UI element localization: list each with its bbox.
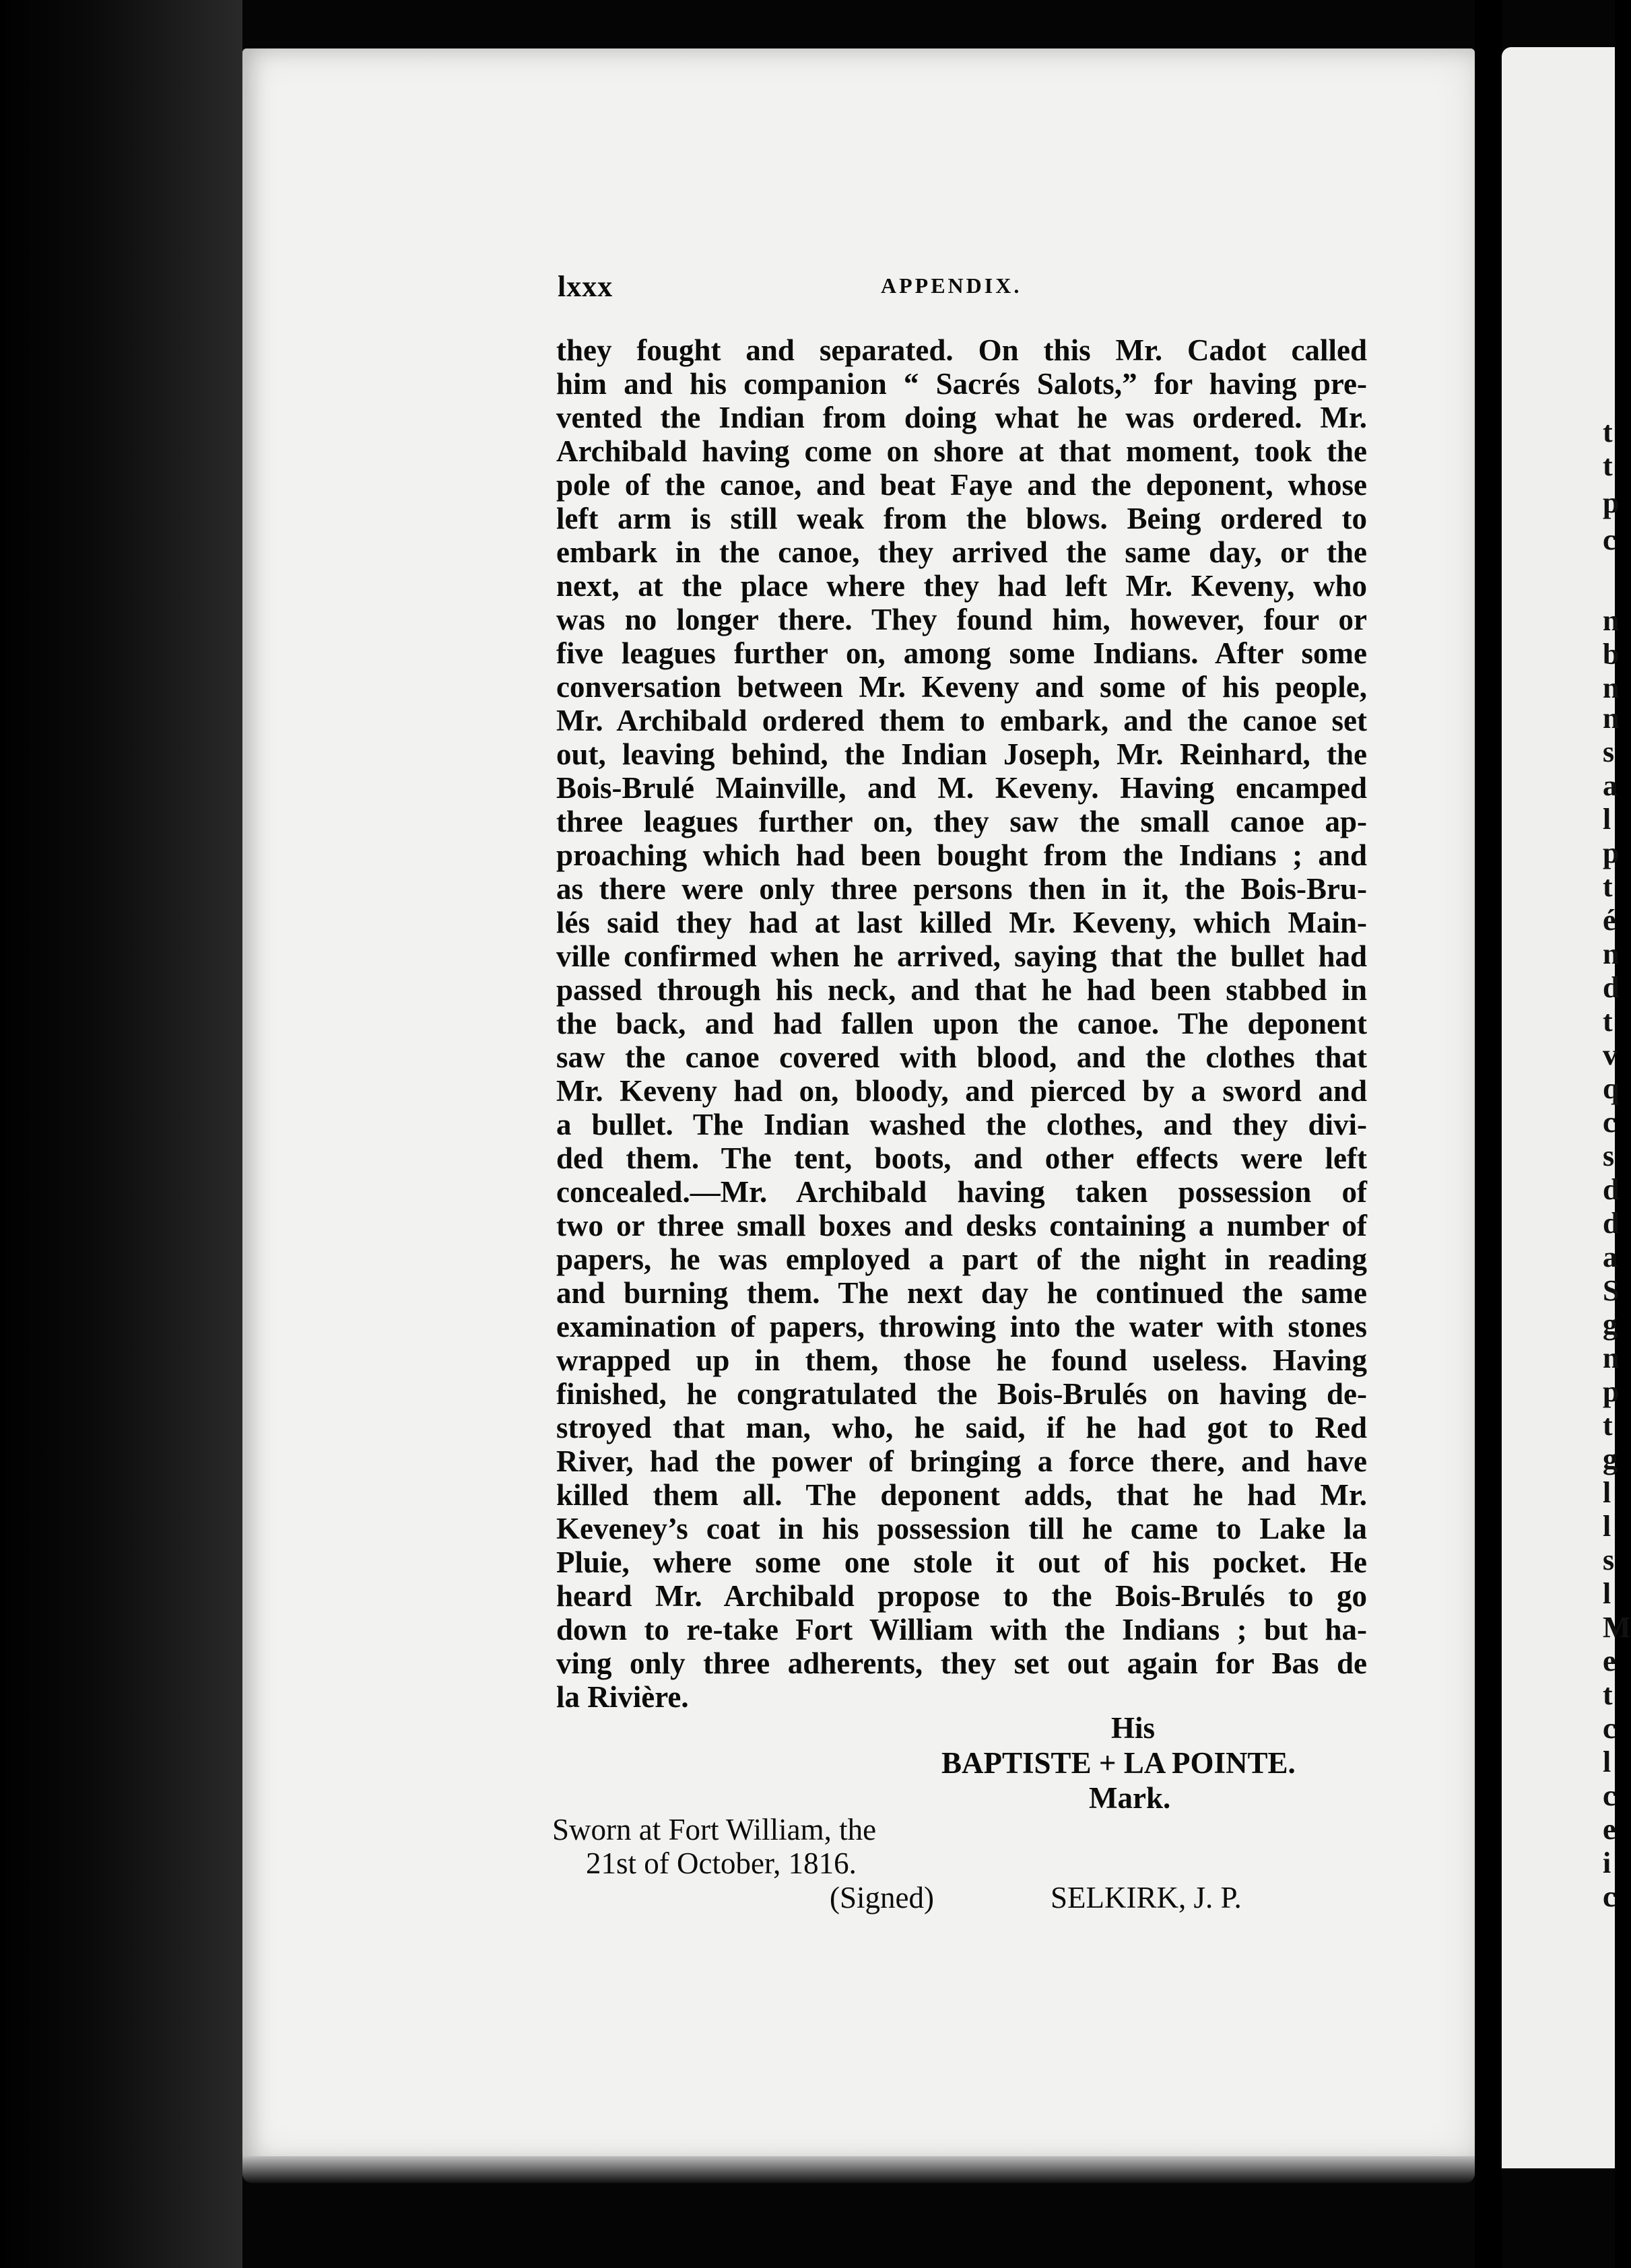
body-line: lés said they had at last killed Mr. Keveny, which Main-: [556, 906, 1367, 939]
body-line: a bullet. The Indian washed the clothes, and they divi-: [556, 1108, 1367, 1141]
adjacent-page-letter: M: [1603, 1611, 1631, 1644]
body-line: River, had the power of bringing a force there, and have: [556, 1444, 1367, 1478]
adjacent-page-letter: p: [1603, 1375, 1620, 1408]
adjacent-page-edge: [1502, 47, 1631, 2168]
body-line: five leagues further on, among some Indians. After some: [556, 636, 1367, 670]
signature-his: His: [1111, 1711, 1156, 1745]
adjacent-page-letter: c: [1603, 1712, 1616, 1745]
adjacent-page-letter: d: [1603, 1207, 1620, 1240]
signature-name: BAPTISTE + LA POINTE.: [941, 1746, 1296, 1780]
adjacent-page-letter: a: [1603, 1240, 1618, 1273]
adjacent-page-letter: d: [1603, 1173, 1620, 1206]
adjacent-page-letter: l: [1603, 1577, 1611, 1610]
body-line: passed through his neck, and that he had been stabbed in: [556, 973, 1367, 1007]
adjacent-page-letter: S: [1603, 1274, 1620, 1307]
body-text: [556, 333, 1367, 1714]
body-line: was no longer there. They found him, however, four or: [556, 603, 1367, 636]
body-line: la Rivière.: [556, 1680, 689, 1714]
adjacent-page-letter: n: [1603, 671, 1620, 704]
page-gutter: [1475, 0, 1502, 2268]
body-line: stroyed that man, who, he said, if he had got to Red: [556, 1411, 1367, 1444]
body-line: out, leaving behind, the Indian Joseph, Mr. Reinhard, the: [556, 737, 1367, 771]
body-line: proaching which had been bought from the Indians ; and: [556, 838, 1367, 872]
body-line: and burning them. The next day he continued the same: [556, 1276, 1367, 1310]
adjacent-page-letter: c: [1603, 1880, 1616, 1913]
adjacent-page-letter: t: [1603, 870, 1613, 903]
adjacent-page-letter: p: [1603, 486, 1620, 519]
body-line: Archibald having come on shore at that moment, took the: [556, 434, 1367, 468]
signature-mark: Mark.: [1089, 1781, 1171, 1815]
body-line: they fought and separated. On this Mr. Cadot called: [556, 333, 1367, 367]
page-header: [558, 269, 1366, 310]
body-line: three leagues further on, they saw the small canoe ap-: [556, 805, 1367, 838]
adjacent-page-letter: n: [1603, 1341, 1620, 1374]
running-head: APPENDIX.: [881, 273, 1022, 298]
body-line: examination of papers, throwing into the water with stones: [556, 1310, 1367, 1343]
adjacent-page-letter: l: [1603, 1476, 1611, 1509]
adjacent-page-letter: c: [1603, 523, 1616, 556]
adjacent-page-letter: s: [1603, 735, 1615, 768]
adjacent-page-letter: i: [1603, 1846, 1611, 1879]
adjacent-page-letter: s: [1603, 1543, 1615, 1576]
adjacent-page-letter: l: [1603, 1510, 1611, 1543]
adjacent-page-letter: g: [1603, 1308, 1618, 1341]
body-line: ded them. The tent, boots, and other effects were left: [556, 1141, 1367, 1175]
body-line: vented the Indian from doing what he was ordered. Mr.: [556, 401, 1367, 434]
body-line: Keveney’s coat in his possession till he came to Lake la: [556, 1512, 1367, 1545]
body-line: left arm is still weak from the blows. Being ordered to: [556, 502, 1367, 535]
adjacent-page-letter: t: [1603, 1678, 1613, 1711]
body-line: saw the canoe covered with blood, and the clothes that: [556, 1040, 1367, 1074]
adjacent-page-letter: t: [1603, 1005, 1613, 1038]
body-line: pole of the canoe, and beat Faye and the deponent, whose: [556, 468, 1367, 502]
body-line: Mr. Archibald ordered them to embark, and the canoe set: [556, 704, 1367, 737]
body-line: conversation between Mr. Keveny and some of his people,: [556, 670, 1367, 704]
attestation-justice: SELKIRK, J. P.: [1051, 1881, 1242, 1914]
body-line: concealed.—Mr. Archibald having taken possession of: [556, 1175, 1367, 1209]
body-line: ville confirmed when he arrived, saying that the bullet had: [556, 939, 1367, 973]
adjacent-page-letter: l: [1603, 803, 1611, 836]
body-line: Pluie, where some one stole it out of his pocket. He: [556, 1545, 1367, 1579]
adjacent-page-letter: n: [1603, 702, 1620, 735]
adjacent-page-letter: c: [1603, 1106, 1616, 1139]
adjacent-page-letter: e: [1603, 1644, 1616, 1677]
body-line: papers, he was employed a part of the night in reading: [556, 1242, 1367, 1276]
adjacent-page-letter: v: [1603, 1038, 1618, 1071]
body-line: two or three small boxes and desks containing a number of: [556, 1209, 1367, 1242]
adjacent-page-letter: t: [1603, 415, 1613, 448]
attestation-signed: (Signed): [830, 1881, 934, 1914]
body-line: ving only three adherents, they set out again for Bas de: [556, 1646, 1367, 1680]
adjacent-page-letter: s: [1603, 1139, 1615, 1172]
adjacent-page-letter: t: [1603, 1409, 1613, 1442]
body-line: Bois-Brulé Mainville, and M. Keveny. Having encamped: [556, 771, 1367, 805]
adjacent-page-letter: l: [1603, 1745, 1611, 1778]
book-binding: [0, 0, 242, 2268]
attestation-line-2: 21st of October, 1816.: [586, 1846, 857, 1880]
body-line: finished, he congratulated the Bois-Brulés on having de-: [556, 1377, 1367, 1411]
adjacent-page-letter: g: [1603, 1442, 1618, 1475]
body-line: embark in the canoe, they arrived the same day, or the: [556, 535, 1367, 569]
adjacent-page-letter: é: [1603, 904, 1616, 937]
adjacent-page-letter: b: [1603, 638, 1620, 671]
adjacent-page-letter: c: [1603, 1779, 1616, 1812]
body-line: wrapped up in them, those he found useless. Having: [556, 1343, 1367, 1377]
body-line: heard Mr. Archibald propose to the Bois-Brulés to go: [556, 1579, 1367, 1613]
adjacent-page-letter: d: [1603, 971, 1620, 1004]
adjacent-page-letter: t: [1603, 449, 1613, 482]
adjacent-page-letter: a: [1603, 769, 1618, 802]
attestation-line-1: Sworn at Fort William, the: [552, 1813, 877, 1846]
body-line: the back, and had fallen upon the canoe. The deponent: [556, 1007, 1367, 1040]
body-line: as there were only three persons then in it, the Bois-Bru-: [556, 872, 1367, 906]
body-line: Mr. Keveny had on, bloody, and pierced by a sword and: [556, 1074, 1367, 1108]
body-line: killed them all. The deponent adds, that he had Mr.: [556, 1478, 1367, 1512]
adjacent-page-letter: q: [1603, 1072, 1620, 1105]
adjacent-page-letter: e: [1603, 1813, 1616, 1846]
body-line: him and his companion “ Sacrés Salots,” for having pre-: [556, 367, 1367, 401]
adjacent-page-letter: p: [1603, 836, 1620, 869]
adjacent-page-letter: n: [1603, 937, 1620, 970]
body-line: down to re-take Fort William with the Indians ; but ha-: [556, 1613, 1367, 1646]
adjacent-page-letter: n: [1603, 604, 1620, 637]
page-number: lxxx: [558, 270, 613, 303]
body-line: next, at the place where they had left Mr. Keveny, who: [556, 569, 1367, 603]
